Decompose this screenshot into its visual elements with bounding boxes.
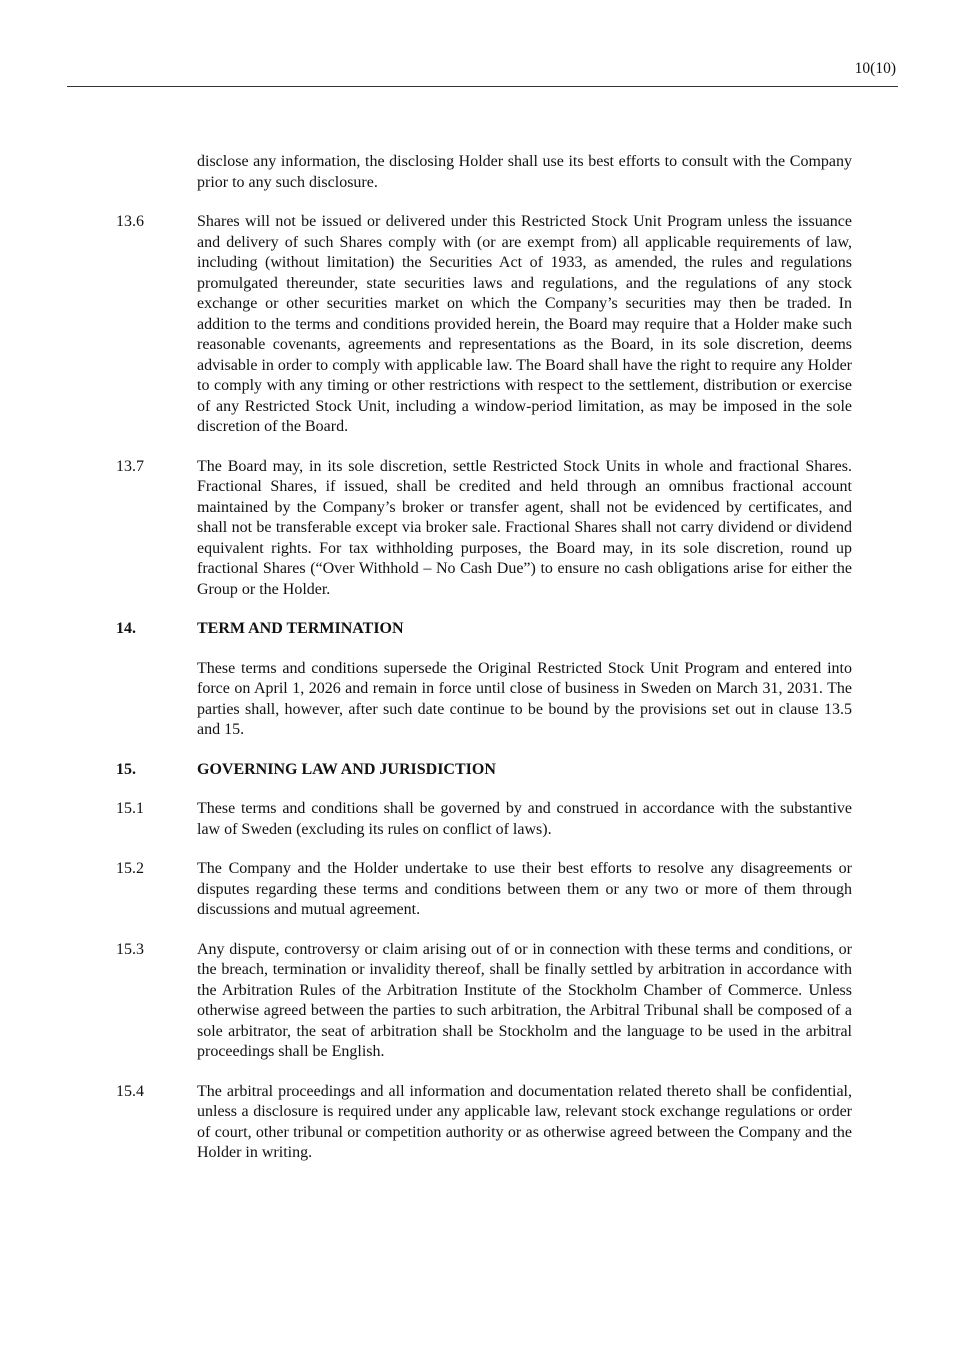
section-14-body (116, 659, 852, 741)
clause-text: The arbitral proceedings and all information and documentation related thereto shall be confidential, unless a disclosure is required under any applicable law, relevant stock exchange regulations or order of court, other tribunal or competition authority or as otherwise agreed between the Company and the Holder in writing. (197, 1082, 852, 1161)
clause-number: 15.4 (116, 1082, 144, 1100)
clause-text: disclose any information, the disclosing Holder shall use its best efforts to consult with the Company prior to any such disclosure. (197, 153, 852, 191)
clause-number: 13.7 (116, 457, 144, 475)
section-number: 15. (116, 760, 136, 778)
clause-text: The Company and the Holder undertake to use their best efforts to resolve any disagreements or disputes regarding these terms and conditions between them or any two or more of them through discussions and mutual agreement. (197, 860, 852, 918)
clause-15-2 (116, 859, 852, 921)
clause-number: 15.2 (116, 860, 144, 877)
clause-text: These terms and conditions shall be governed by and construed in accordance with the substantive law of Sweden (excluding its rules on conflict of laws). (197, 800, 852, 838)
clause-13-5-continuation (116, 152, 852, 193)
clause-number: 13.6 (116, 213, 144, 230)
section-text: These terms and conditions supersede the Original Restricted Stock Unit Program and entered into force on April 1, 2026 and remain in force until close of business in Sweden on March 31, 2031. The parties shall, however, after such date continue to be bound by the provisions set out in clause 13.5 and 15. (197, 659, 852, 738)
section-title: TERM AND TERMINATION (197, 620, 404, 637)
document-body (116, 152, 852, 1183)
clause-15-3 (116, 940, 852, 1063)
page-number: 10(10) (854, 60, 896, 77)
section-15-heading (116, 760, 852, 781)
clause-text: Shares will not be issued or delivered under this Restricted Stock Unit Program unless the issuance and delivery of such Shares comply with (or are exempt from) all applicable requirements of law, including (without limitation) the Securities Act of 1933, as amended, the rules and regulations promulgated thereunder, state securities laws and regulations, and the regulations of any stock exchange or other securities market on which the Company’s securities may then be traded. In addition to the terms and conditions provided herein, the Board may require that a Holder make such reasonable covenants, agreements and representations as the Board, in its sole discretion, deems advisable in order to comply with applicable law. The Board shall have the right to require any Holder to comply with any timing or other restrictions with respect to the settlement, distribution or exercise of any Restricted Stock Unit, including a window-period limitation, as may be imposed in the sole discretion of the Board. (197, 213, 852, 435)
section-title: GOVERNING LAW AND JURISDICTION (197, 760, 496, 778)
clause-13-7 (116, 457, 852, 601)
clause-15-4 (116, 1082, 852, 1164)
page-header (67, 58, 898, 87)
clause-13-6 (116, 212, 852, 438)
section-14-heading (116, 619, 852, 640)
clause-text: The Board may, in its sole discretion, settle Restricted Stock Units in whole and fractional Shares. Fractional Shares, if issued, shall be credited and held through an omnibus fractional account maintained by the Company’s broker or transfer agent, shall not be evidenced by certificates, and shall not be transferable except via broker sale. Fractional Shares shall not carry dividend or dividend equivalent rights. For tax withholding purposes, the Board may, in its sole discretion, round up fractional Shares (“Over Withhold – No Cash Due”) to ensure no cash obligations arise for either the Group or the Holder. (197, 457, 852, 598)
clause-15-1 (116, 799, 852, 840)
clause-text: Any dispute, controversy or claim arising out of or in connection with these terms and conditions, or the breach, termination or invalidity thereof, shall be finally settled by arbitration in accordance with the Arbitration Rules of the Arbitration Institute of the Stockholm Chamber of Commerce. Unless otherwise agreed between the parties to such arbitration, the Arbitral Tribunal shall be composed of a sole arbitrator, the seat of arbitration shall be Stockholm and the language to be used in the arbitral proceedings shall be English. (197, 940, 852, 1060)
section-number: 14. (116, 620, 136, 637)
clause-number: 15.1 (116, 800, 144, 817)
clause-number: 15.3 (116, 940, 144, 958)
